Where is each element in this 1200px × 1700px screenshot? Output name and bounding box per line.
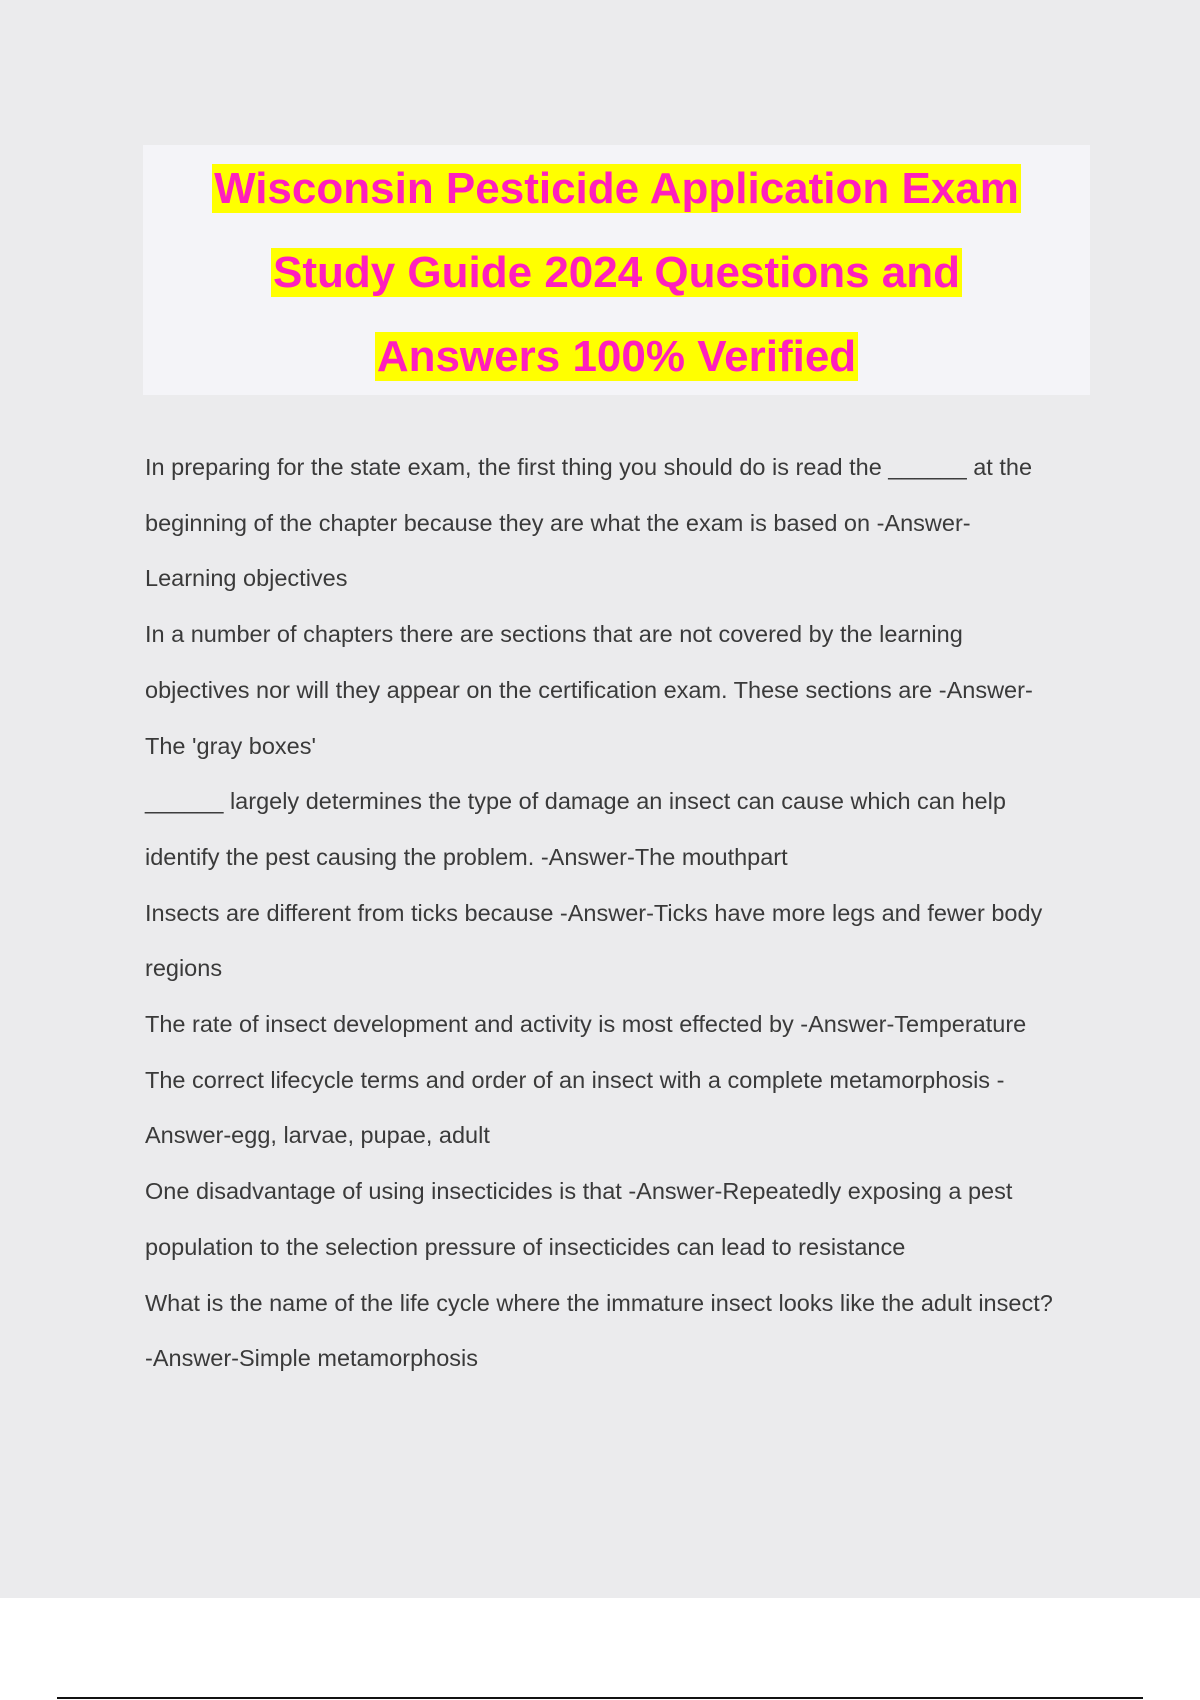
qa-line: What is the name of the life cycle where the immature insect looks like the adult insect? [145,1289,1053,1316]
qa-line: The correct lifecycle terms and order of an insect with a complete metamorphosis - [145,1066,1005,1093]
qa-line: population to the selection pressure of insecticides can lead to resistance [145,1233,906,1260]
title-line [143,315,1090,399]
document-title [143,147,1090,399]
qa-line: In a number of chapters there are sections that are not covered by the learning [145,621,963,648]
qa-line: regions [145,955,223,982]
qa-line: The rate of insect development and activity is most effected by -Answer-Temperature [145,1011,1027,1038]
title-line-text: Wisconsin Pesticide Application Exam [214,164,1019,213]
qa-line: -Answer-Simple metamorphosis [145,1345,479,1372]
qa-line: objectives nor will they appear on the certification exam. These sections are -Answer- [145,676,1033,703]
title-line [143,231,1090,315]
qa-line: The 'gray boxes' [145,732,316,759]
qa-line: Learning objectives [145,565,348,592]
qa-line: beginning of the chapter because they are what the exam is based on -Answer- [145,509,971,536]
qa-list [145,440,1095,1387]
title-box [143,145,1090,395]
qa-line: In preparing for the state exam, the first thing you should do is read the ______ at the [145,454,1033,480]
title-line-text: Answers 100% Verified [376,332,857,381]
qa-line: identify the pest causing the problem. -Answer-The mouthpart [145,843,788,870]
qa-line: ______ largely determines the type of damage an insect can cause which can help [145,788,1006,815]
footer-divider [57,1697,1143,1699]
qa-line: Answer-egg, larvae, pupae, adult [145,1122,490,1149]
title-line [143,147,1090,231]
qa-line: One disadvantage of using insecticides is that -Answer-Repeatedly exposing a pest [145,1178,1013,1205]
qa-line: Insects are different from ticks because -Answer-Ticks have more legs and fewer body [145,899,1043,926]
title-line-text: Study Guide 2024 Questions and [272,248,961,297]
